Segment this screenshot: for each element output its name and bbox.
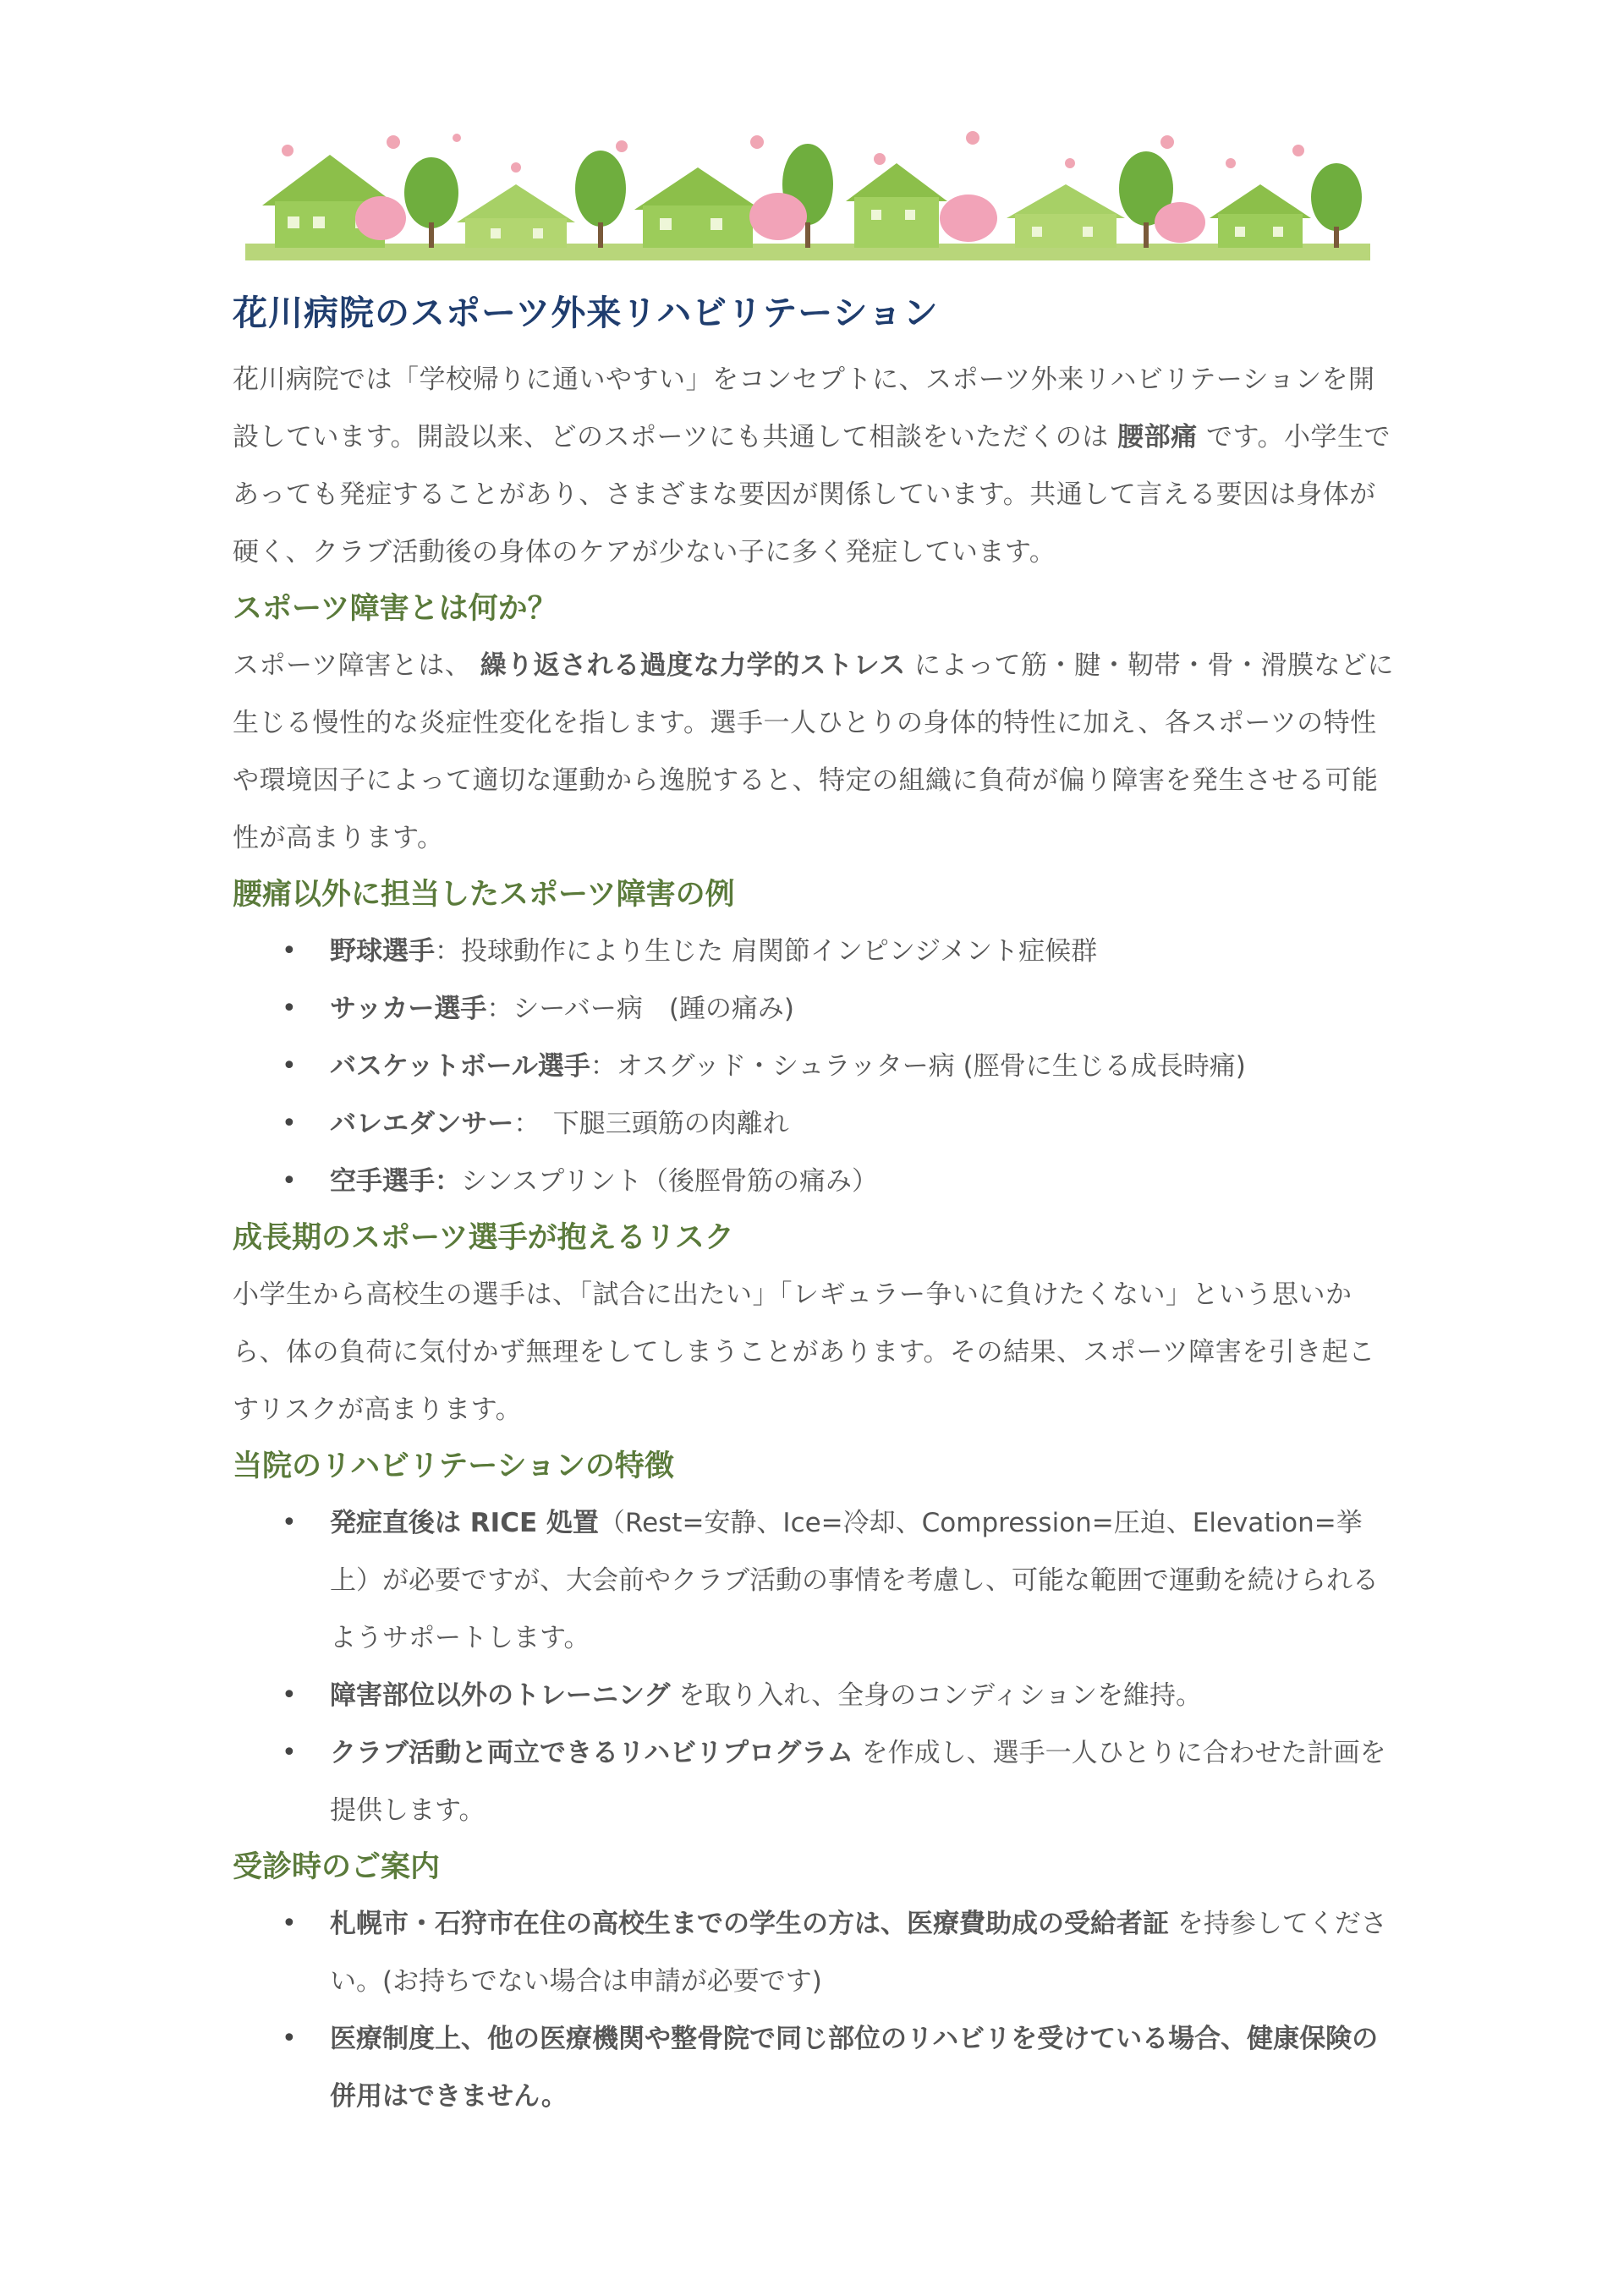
article xyxy=(233,283,1400,2125)
list-item: • 野球選手：投球動作により生じた 肩関節インピンジメント症候群 xyxy=(233,923,1400,980)
list-item: • バレエダンサー： 下腿三頭筋の肉離れ xyxy=(233,1095,1400,1153)
town-illustration xyxy=(237,117,1379,265)
intro-paragraph: 花川病院では「学校帰りに通いやすい」をコンセプトに、スポーツ外来リハビリテーションを開設しています。開設以来、どのスポーツにも共通して相談をいただくのは 腰部痛 です。小学生であっても発症することがあり、さまざまな要因が関係しています。共通して言える要因は身体が硬く、クラブ活動後の身体のケアが少ない子に多く発症しています。 xyxy=(233,364,1391,567)
section-heading-risk: 成長期のスポーツ選手が抱えるリスク xyxy=(233,1221,734,1255)
bullet-icon: • xyxy=(282,1051,297,1081)
features-list xyxy=(233,1494,1400,1839)
visit-info-list xyxy=(233,1895,1400,2125)
bullet-icon: • xyxy=(282,1680,297,1710)
bullet-icon: • xyxy=(282,2024,297,2053)
bullet-icon: • xyxy=(282,936,297,966)
list-item: • 医療制度上、他の医療機関や整骨院で同じ部位のリハビリを受けている場合、健康保険の併用はできません。 xyxy=(233,2010,1400,2125)
list-item: • 空手選手：シンスプリント（後脛骨筋の痛み） xyxy=(233,1153,1400,1210)
section-heading-examples: 腰痛以外に担当したスポーツ障害の例 xyxy=(233,878,735,912)
section-heading-sports-injury: スポーツ障害とは何か？ xyxy=(233,592,557,626)
list-item: • 札幌市・石狩市在住の高校生までの学生の方は、医療費助成の受給者証 を持参してください。(お持ちでない場合は申請が必要です) xyxy=(233,1895,1400,2010)
bullet-icon: • xyxy=(282,994,297,1023)
section-heading-visit-info: 受診時のご案内 xyxy=(233,1850,441,1884)
bullet-icon: • xyxy=(282,1109,297,1138)
bullet-icon: • xyxy=(282,1508,297,1537)
list-item: • 障害部位以外のトレーニング を取り入れ、全身のコンディションを維持。 xyxy=(233,1667,1400,1724)
bullet-icon: • xyxy=(282,1166,297,1196)
list-item: • バスケットボール選手：オスグッド・シュラッター病 (脛骨に生じる成長時痛) xyxy=(233,1038,1400,1095)
section-heading-features: 当院のリハビリテーションの特徴 xyxy=(233,1449,674,1483)
bullet-icon: • xyxy=(282,1738,297,1767)
sports-injury-emphasis: 繰り返される過度な力学的ストレス xyxy=(480,650,906,681)
intro-emphasis: 腰部痛 xyxy=(1117,422,1198,452)
sports-injury-paragraph: スポーツ障害とは、 繰り返される過度な力学的ストレス によって筋・腱・靭帯・骨・滑膜などに生じる慢性的な炎症性変化を指します。選手一人ひとりの身体的特性に加え、各スポーツの特性や環境因子によって適切な運動から逸脱すると、特定の組織に負荷が偏り障害を発生させる可能性が高まります。 xyxy=(233,650,1395,853)
list-item: • クラブ活動と両立できるリハビリプログラム を作成し、選手一人ひとりに合わせた計画を提供します。 xyxy=(233,1724,1400,1839)
risk-paragraph: 小学生から高校生の選手は、「試合に出たい」「レギュラー争いに負けたくない」という思いから、体の負荷に気付かず無理をしてしまうことがあります。その結果、スポーツ障害を引き起こすリスクが高まります。 xyxy=(233,1280,1375,1425)
examples-list xyxy=(233,923,1400,1210)
bullet-icon: • xyxy=(282,1909,297,1938)
list-item: • 発症直後は RICE 処置（Rest=安静、Ice=冷却、Compression=圧迫、Elevation=挙上）が必要ですが、大会前やクラブ活動の事情を考慮し、可能な範囲で運動を続けられるようサポートします。 xyxy=(233,1494,1400,1667)
list-item: • サッカー選手：シーバー病 (踵の痛み) xyxy=(233,980,1400,1038)
page-title: 花川病院のスポーツ外来リハビリテーション xyxy=(233,293,939,333)
